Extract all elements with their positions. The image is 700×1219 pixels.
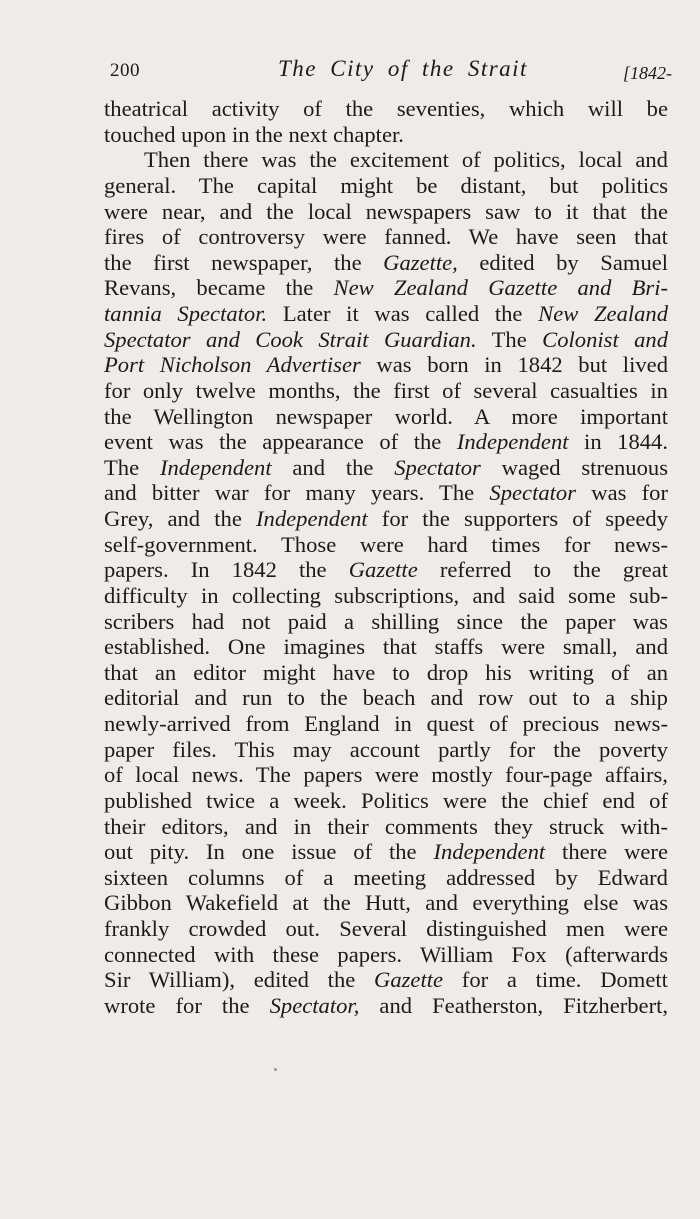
- italic-text: Spectator: [489, 480, 577, 506]
- text-line: [104, 250, 668, 276]
- text-line-content: [104, 762, 668, 788]
- text-line-content: [104, 737, 668, 763]
- text-line-content: [104, 711, 668, 737]
- text-line-content: [104, 173, 668, 199]
- text-line-content: [104, 250, 668, 276]
- text-line: [104, 224, 668, 250]
- text-run: the first newspaper, the: [104, 249, 384, 275]
- italic-text: Independent: [159, 454, 272, 480]
- text-run: out pity. In one issue of the: [104, 839, 434, 865]
- text-run: touched upon in the next chapter.: [104, 121, 404, 147]
- year-marker: [1842-: [623, 63, 672, 83]
- text-line: [104, 916, 668, 942]
- text-line-content: [104, 788, 668, 814]
- text-line-content: [104, 557, 668, 583]
- text-run: for a time. Domett: [443, 967, 668, 993]
- text-line: [104, 404, 668, 430]
- text-line-content: [104, 96, 668, 122]
- text-line: [104, 737, 668, 763]
- text-run: that an editor might have to drop his writing of an: [104, 659, 669, 685]
- text-line: [104, 173, 668, 199]
- text-line: [104, 839, 668, 865]
- text-run: there were: [545, 839, 668, 865]
- text-run: for only twelve months, the first of several casualties in: [104, 377, 668, 403]
- text-line-content: [104, 378, 668, 404]
- text-run: connected with these papers. William Fox (afterwards: [104, 941, 668, 967]
- text-line-content: [104, 609, 668, 635]
- text-line-content: [104, 890, 668, 916]
- text-line-content: [104, 480, 668, 506]
- text-line-content: [104, 814, 668, 840]
- text-run: scribers had not paid a shilling since the paper was: [104, 608, 668, 634]
- text-line-content: [104, 583, 668, 609]
- text-run: was born in 1842 but lived: [360, 352, 668, 378]
- text-run: The: [476, 326, 543, 352]
- text-run: Revans, became the: [104, 275, 334, 301]
- text-run: difficulty in collecting subscriptions, and said some sub-: [104, 582, 668, 608]
- text-line: [104, 275, 668, 301]
- text-line: [104, 967, 668, 993]
- text-run: Then there was the excitement of politics, local and: [144, 147, 668, 173]
- paper-speck: [274, 1068, 277, 1071]
- text-line: [104, 506, 668, 532]
- text-line: [104, 147, 668, 173]
- text-line: [104, 634, 668, 660]
- text-line: [104, 327, 668, 353]
- text-line-content: [104, 634, 668, 660]
- text-line: [104, 122, 668, 148]
- text-run: Gibbon Wakefield at the Hutt, and everything else was: [104, 890, 668, 916]
- text-line: [104, 199, 668, 225]
- text-line: [104, 301, 668, 327]
- text-line-content: [104, 404, 668, 430]
- text-line-content: [104, 993, 668, 1019]
- text-line: [104, 557, 668, 583]
- text-run: was for: [576, 480, 668, 506]
- text-line-content: [104, 429, 668, 455]
- text-line: [104, 942, 668, 968]
- italic-text: Port Nicholson Advertiser: [104, 352, 361, 378]
- text-line-content: [104, 916, 668, 942]
- italic-text: Gazette,: [383, 249, 458, 275]
- text-run: established. One imagines that staffs were small, and: [104, 634, 668, 660]
- text-run: paper files. This may account partly for the poverty: [104, 736, 669, 762]
- text-run: theatrical activity of the seventies, which will be: [104, 96, 668, 121]
- text-line-content: [104, 839, 668, 865]
- text-run: in 1844.: [568, 429, 668, 455]
- text-run: newly-arrived from England in quest of precious news-: [104, 711, 668, 736]
- italic-text: Spectator,: [269, 992, 360, 1018]
- text-run: Later it was called the: [267, 301, 539, 326]
- text-run: waged strenuous: [480, 454, 668, 480]
- text-line-content: [104, 942, 668, 968]
- text-line: [104, 762, 668, 788]
- italic-text: Independent: [433, 839, 546, 865]
- text-line: [104, 711, 668, 737]
- italic-text: Spectator and Cook Strait Guardian.: [104, 326, 477, 352]
- text-run: edited by Samuel: [457, 249, 669, 275]
- text-line-content: [104, 352, 668, 378]
- text-run: wrote for the: [104, 992, 270, 1018]
- text-line-content: [144, 147, 668, 173]
- text-line: [104, 352, 668, 378]
- text-line-content: [104, 327, 668, 353]
- text-run: self-government. Those were hard times for news-: [104, 531, 669, 557]
- italic-text: New Zealand Gazette and Bri-: [333, 275, 669, 301]
- text-line: [104, 378, 668, 404]
- text-run: event was the appearance of the: [104, 429, 457, 455]
- text-line-content: [104, 865, 668, 891]
- text-line: [104, 583, 668, 609]
- text-line: [104, 532, 668, 558]
- text-run: fires of controversy were fanned. We have seen that: [104, 224, 668, 250]
- text-line: [104, 993, 668, 1019]
- text-run: their editors, and in their comments they struck with-: [104, 813, 669, 839]
- text-line-content: [104, 301, 668, 327]
- text-run: papers. In 1842 the: [104, 557, 349, 583]
- text-run: sixteen columns of a meeting addressed by Edward: [104, 864, 668, 890]
- text-run: were near, and the local newspapers saw to it that the: [104, 198, 668, 224]
- italic-text: Gazette: [374, 967, 444, 993]
- text-line: [104, 455, 668, 481]
- italic-text: tannia Spectator.: [104, 301, 268, 326]
- text-line: [104, 890, 668, 916]
- text-line: [104, 609, 668, 635]
- text-line-content: [104, 199, 668, 225]
- text-line: [104, 480, 668, 506]
- text-run: and bitter war for many years. The: [104, 480, 490, 506]
- text-line-content: [104, 660, 668, 686]
- italic-text: Independent: [256, 506, 368, 531]
- text-run: general. The capital might be distant, but politics: [104, 172, 669, 198]
- text-line-content: [104, 506, 668, 532]
- running-head: [110, 56, 672, 90]
- text-line-content: [104, 122, 404, 148]
- text-run: and the: [271, 454, 395, 480]
- text-line: [104, 429, 668, 455]
- text-run: frankly crowded out. Several distinguished men were: [104, 916, 668, 941]
- text-line-content: [104, 455, 668, 481]
- italic-text: Independent: [456, 429, 569, 455]
- page-number: 200: [110, 60, 140, 81]
- text-run: Sir William), edited the: [104, 967, 375, 993]
- text-run: and Featherston, Fitzherbert,: [359, 992, 669, 1018]
- text-run: for the supporters of speedy: [367, 506, 668, 531]
- text-line-content: [104, 275, 668, 301]
- text-line: [104, 660, 668, 686]
- text-line: [104, 96, 668, 122]
- italic-text: Gazette: [348, 557, 418, 583]
- italic-text: Spectator: [394, 454, 481, 480]
- text-run: of local news. The papers were mostly four-page affairs,: [104, 762, 668, 788]
- text-run: the Wellington newspaper world. A more important: [104, 403, 669, 429]
- text-line: [104, 685, 668, 711]
- text-run: referred to the great: [417, 557, 669, 583]
- text-line-content: [104, 224, 668, 250]
- text-line-content: [104, 532, 668, 558]
- text-line-content: [104, 967, 668, 993]
- text-line: [104, 788, 668, 814]
- text-line: [104, 865, 668, 891]
- text-line-content: [104, 685, 668, 711]
- text-run: The: [104, 454, 160, 480]
- running-title: The City of the Strait: [278, 56, 528, 81]
- body-text: [104, 96, 668, 1019]
- text-run: Grey, and the: [104, 506, 256, 531]
- italic-text: New Zealand: [538, 301, 669, 326]
- text-line: [104, 814, 668, 840]
- text-run: published twice a week. Politics were the chief end of: [104, 787, 668, 813]
- italic-text: Colonist and: [542, 326, 669, 352]
- text-run: editorial and run to the beach and row out to a ship: [104, 685, 668, 711]
